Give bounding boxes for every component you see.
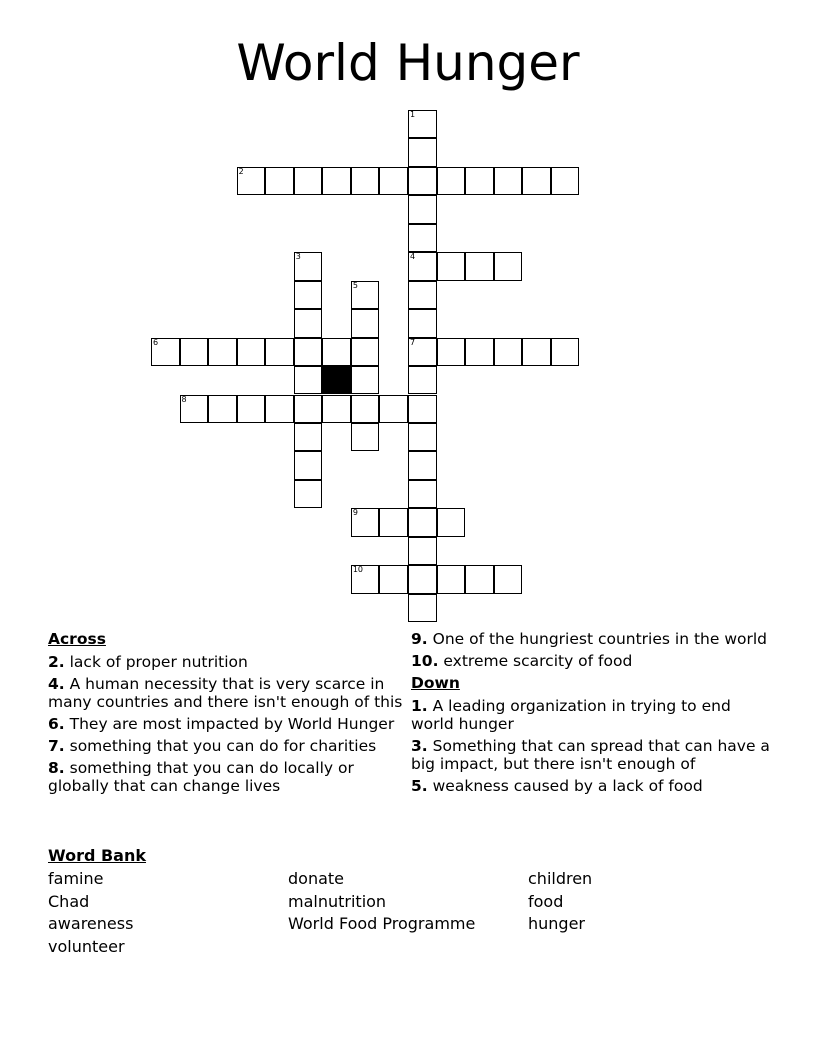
grid-cell[interactable] xyxy=(237,395,266,423)
grid-cell[interactable] xyxy=(408,565,437,593)
grid-cell[interactable] xyxy=(437,167,466,195)
grid-cell[interactable] xyxy=(208,338,237,366)
clue-across-9: 9. One of the hungriest countries in the world xyxy=(411,630,767,648)
grid-cell[interactable] xyxy=(465,167,494,195)
grid-block xyxy=(322,366,351,394)
clue-across-4: 4. A human necessity that is very scarce in many countries and there isn't enough of this xyxy=(48,675,403,711)
grid-cell[interactable] xyxy=(408,281,437,309)
grid-cell[interactable] xyxy=(294,167,323,195)
grid-cell[interactable] xyxy=(351,309,380,337)
clue-number: 2 xyxy=(238,166,244,176)
grid-cell[interactable] xyxy=(408,537,437,565)
word-bank-word: Chad xyxy=(48,891,90,911)
clue-down-3: 3. Something that can spread that can have a big impact, but there isn't enough of xyxy=(411,737,770,773)
grid-cell[interactable] xyxy=(408,252,437,280)
grid-cell[interactable] xyxy=(351,167,380,195)
clue-across-6: 6. They are most impacted by World Hunger xyxy=(48,715,395,733)
grid-cell[interactable] xyxy=(322,338,351,366)
grid-cell[interactable] xyxy=(294,395,323,423)
grid-cell[interactable] xyxy=(351,565,380,593)
clue-number: 1 xyxy=(409,110,416,119)
grid-cell[interactable] xyxy=(408,366,437,394)
grid-cell[interactable] xyxy=(208,395,237,423)
grid-cell[interactable] xyxy=(437,565,466,593)
grid-cell[interactable] xyxy=(465,338,494,366)
grid-cell[interactable] xyxy=(351,395,380,423)
puzzle-title: World Hunger xyxy=(236,34,580,92)
grid-cell[interactable] xyxy=(408,508,437,536)
grid-cell[interactable] xyxy=(379,508,408,536)
clue-down-1: 1. A leading organization in trying to end world hunger xyxy=(411,697,731,733)
grid-cell[interactable] xyxy=(437,338,466,366)
grid-cell[interactable] xyxy=(265,338,294,366)
grid-cell[interactable] xyxy=(294,480,323,508)
word-bank-word: World Food Programme xyxy=(288,914,476,933)
grid-cell[interactable] xyxy=(322,395,351,423)
grid-cell[interactable] xyxy=(408,138,437,166)
grid-cell[interactable] xyxy=(294,309,323,337)
grid-cell[interactable] xyxy=(180,338,209,366)
clue-across-8: 8. something that you can do locally or globally that can change lives xyxy=(48,759,354,795)
word-bank xyxy=(48,846,768,869)
grid-cell[interactable] xyxy=(465,565,494,593)
grid-cell[interactable] xyxy=(408,423,437,451)
word-bank-column-2 xyxy=(288,868,475,936)
word-bank-word: malnutrition xyxy=(288,891,387,911)
grid-cell[interactable] xyxy=(322,167,351,195)
grid-cell[interactable] xyxy=(551,338,580,366)
grid-cell[interactable] xyxy=(437,252,466,280)
word-bank-column-1 xyxy=(48,868,133,958)
grid-cell[interactable] xyxy=(522,167,551,195)
grid-cell[interactable] xyxy=(180,395,209,423)
word-bank-word: famine xyxy=(48,869,104,888)
grid-cell[interactable] xyxy=(522,338,551,366)
clue-number: 8 xyxy=(181,394,187,404)
grid-cell[interactable] xyxy=(437,508,466,536)
grid-cell[interactable] xyxy=(237,167,266,195)
word-bank-word: hunger xyxy=(528,914,585,933)
grid-cell[interactable] xyxy=(351,366,380,394)
clue-across-2: 2. lack of proper nutrition xyxy=(48,653,248,671)
grid-cell[interactable] xyxy=(265,167,294,195)
clue-across-7: 7. something that you can do for charities xyxy=(48,737,377,755)
grid-cell[interactable] xyxy=(379,167,408,195)
clue-number: 4 xyxy=(409,252,416,262)
grid-cell[interactable] xyxy=(294,423,323,451)
grid-cell[interactable] xyxy=(494,167,523,195)
grid-cell[interactable] xyxy=(408,594,437,622)
word-bank-word: food xyxy=(528,891,564,911)
clue-number: 5 xyxy=(352,280,358,290)
grid-cell[interactable] xyxy=(294,338,323,366)
grid-cell[interactable] xyxy=(294,451,323,479)
grid-cell[interactable] xyxy=(408,338,437,366)
grid-cell[interactable] xyxy=(408,195,437,223)
clues-column-left xyxy=(48,630,403,799)
clue-number: 10 xyxy=(352,565,364,575)
word-bank-word: children xyxy=(528,869,593,888)
grid-cell[interactable] xyxy=(408,480,437,508)
clues-column-right xyxy=(411,630,771,799)
grid-cell[interactable] xyxy=(237,338,266,366)
grid-cell[interactable] xyxy=(465,252,494,280)
grid-cell[interactable] xyxy=(408,451,437,479)
grid-cell[interactable] xyxy=(408,110,437,138)
grid-cell[interactable] xyxy=(494,565,523,593)
grid-cell[interactable] xyxy=(379,395,408,423)
grid-cell[interactable] xyxy=(351,281,380,309)
grid-cell[interactable] xyxy=(151,338,180,366)
grid-cell[interactable] xyxy=(494,338,523,366)
grid-cell[interactable] xyxy=(351,338,380,366)
grid-cell[interactable] xyxy=(351,423,380,451)
clue-number: 6 xyxy=(153,337,159,347)
word-bank-word: volunteer xyxy=(48,936,125,956)
clue-down-5: 5. weakness caused by a lack of food xyxy=(411,777,703,795)
clue-number: 7 xyxy=(409,337,416,347)
grid-cell[interactable] xyxy=(265,395,294,423)
grid-cell[interactable] xyxy=(294,366,323,394)
grid-cell[interactable] xyxy=(379,565,408,593)
clue-number: 9 xyxy=(352,508,358,518)
word-bank-heading: Word Bank xyxy=(48,846,147,865)
word-bank-column-3 xyxy=(528,868,592,936)
grid-cell[interactable] xyxy=(408,395,437,423)
grid-cell[interactable] xyxy=(551,167,580,195)
clue-across-10: 10. extreme scarcity of food xyxy=(411,652,633,670)
grid-cell[interactable] xyxy=(294,252,323,280)
word-bank-word: awareness xyxy=(48,914,134,933)
grid-cell[interactable] xyxy=(294,281,323,309)
word-bank-word: donate xyxy=(288,869,345,888)
clue-number: 3 xyxy=(295,252,301,262)
grid-cell[interactable] xyxy=(494,252,523,280)
across-heading: Across xyxy=(48,630,106,648)
grid-cell[interactable] xyxy=(408,167,437,195)
grid-cell[interactable] xyxy=(408,309,437,337)
grid-cell[interactable] xyxy=(408,224,437,252)
grid-cell[interactable] xyxy=(351,508,380,536)
down-heading: Down xyxy=(411,674,460,692)
